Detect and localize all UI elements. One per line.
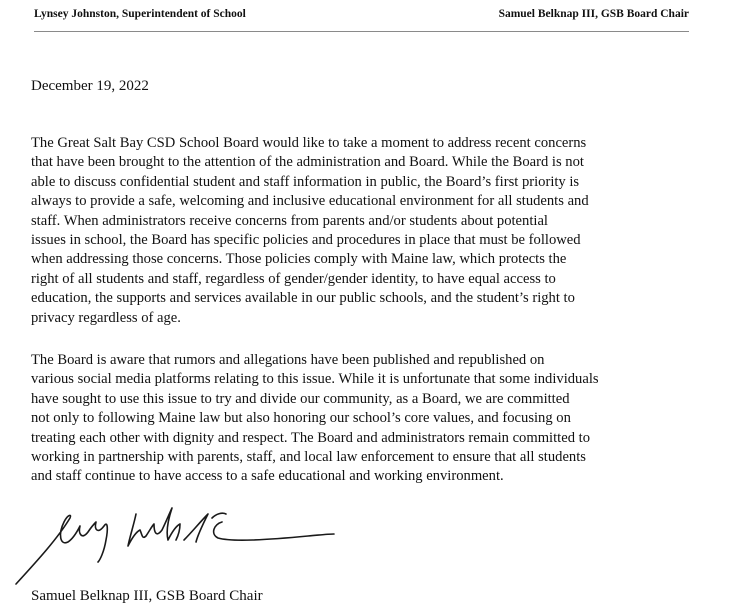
paragraph-1-line: issues in school, the Board has specific policies and procedures in place that must be followed (31, 232, 581, 249)
paragraph-1-line: right of all students and staff, regardless of gender/gender identity, to have equal access to (31, 270, 556, 287)
letterhead (34, 6, 689, 28)
paragraph-1 (31, 134, 696, 328)
paragraph-1-line: always to provide a safe, welcoming and inclusive educational environment for all students and (31, 193, 589, 210)
letterhead-superintendent: Lynsey Johnston, Superintendent of School (34, 8, 246, 20)
paragraph-1-line: education, the supports and services available in our public schools, and the student’s right to (31, 290, 575, 307)
paragraph-2-line: not only to following Maine law but also honoring our school’s core values, and focusing on (31, 410, 571, 427)
handwritten-signature (8, 500, 338, 590)
paragraph-2-line: working in partnership with parents, staff, and local law enforcement to ensure that all students (31, 449, 586, 466)
paragraph-1-line: staff. When administrators receive concerns from parents and/or students about potential (31, 212, 548, 229)
paragraph-2-line: and staff continue to have access to a safe educational and working environment. (31, 468, 504, 485)
paragraph-1-line: privacy regardless of age. (31, 309, 181, 326)
paragraph-1-line: when addressing those concerns. Those policies comply with Maine law, which protects the (31, 251, 567, 268)
letterhead-board-chair: Samuel Belknap III, GSB Board Chair (498, 8, 689, 20)
letterhead-divider (34, 31, 689, 32)
paragraph-2 (31, 351, 696, 487)
paragraph-1-line: able to discuss confidential student and staff information in public, the Board’s first priority is (31, 173, 580, 190)
paragraph-1-line: that have been brought to the attention of the administration and Board. While the Board is not (31, 154, 584, 171)
paragraph-2-line: The Board is aware that rumors and allegations have been published and republished on (31, 352, 545, 368)
letter-date: December 19, 2022 (31, 78, 149, 94)
paragraph-1-line: The Great Salt Bay CSD School Board would like to take a moment to address recent concerns (31, 135, 587, 151)
paragraph-2-line: have sought to use this issue to try and divide our community, as a Board, we are committed (31, 390, 570, 407)
signer-name: Samuel Belknap III, GSB Board Chair (31, 588, 263, 604)
paragraph-2-line: various social media platforms relating to this issue. While it is unfortunate that some individuals (31, 371, 599, 388)
paragraph-2-line: treating each other with dignity and respect. The Board and administrators remain committed to (31, 429, 590, 446)
